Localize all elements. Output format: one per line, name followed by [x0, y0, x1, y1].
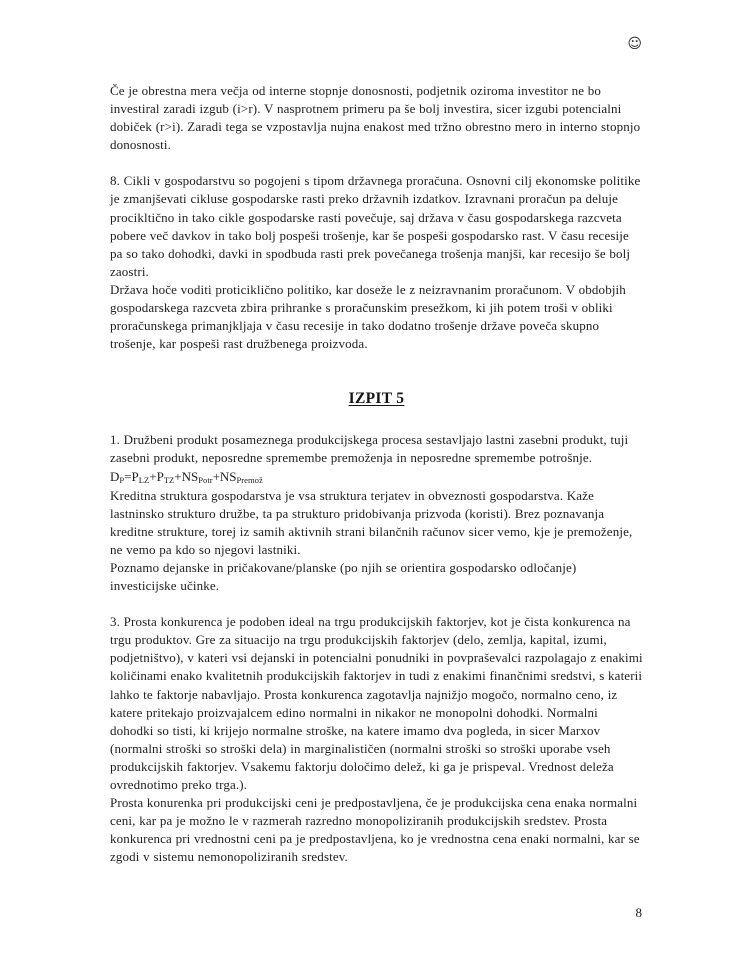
page-title: IZPIT 5	[348, 390, 405, 408]
formula-term-5: +NS	[212, 468, 237, 484]
paragraph-question-1: 1. Družbeni produkt posameznega produkcijskega procesa sestavljajo lastni zasebni produkt, tuji zasebni produkt, neposredne spremembe premoženja in neposredne spremembe potrošnje.	[110, 432, 629, 466]
paragraph-question-3: 3. Prosta konkurenca je podoben ideal na trgu produkcijskih faktorjev, kot je čista konkurenca na trgu produktov. Gre za situacijo na trgu produkcijskih faktorjev (delo, zemlja, kapital, izumi, podjetništvo), v kateri vsi dejanski in potencialni ponudniki in povpraševalci razpolagajo z enakimi količinami enako kvalitetnih produkcijskih faktorjev in tudi z enakimi finančnimi sredstvi, s katerii lahko te faktorje nabavljajo. Prosta konkurenca zagotavlja najnižjo mogočo, normalno ceno, iz katere pritekajo proizvajalcem edino normalni in nikakor ne monopolni dohodki. Normalni dohodki so tisti, ki krijejo normalne stroške, na katere imamo dva pogleda, in sicer Marxov (normalni stroški so stroški dela) in marginalističen (normalni stroški so stroški uporabe vseh produkcijskih faktorjev. Vsakemu faktorju določimo delež, ki ga je prispeval. Vrednost deleža ovrednotimo preko trga.).	[110, 614, 643, 792]
formula-social-product	[110, 468, 643, 487]
paragraph-spacer	[110, 154, 643, 172]
formula-sub-2: LZ	[138, 474, 150, 485]
document-body	[110, 82, 643, 866]
page-header	[110, 36, 642, 58]
paragraph-spacer	[110, 595, 643, 613]
section-heading-wrap	[110, 389, 643, 409]
paragraph-question-8: 8. Cikli v gospodarstvu so pogojeni s tipom državnega proračuna. Osnovni cilj ekonomske politike je zmanjševati cikluse gospodarske rasti preko državnih izdatkov. Izravnani proračun pa deluje procikltično in tako cikle gospodarske rasti povečuje, saj država v času gospodarskega razcveta pobere več davkov in tako bolj pospeši trošenje, kar še pospeši gospodarsko rast. V času recesije pa so tako dohodki, davki in spodbuda rasti prek povečanega trošenja manjši, kar recesijo še bolj zaostri.	[110, 173, 641, 279]
formula-term-1: D	[110, 468, 120, 484]
paragraph-question-8-cont: Država hoče voditi proticiklično politiko, kar doseže le z neizravnanim proračunom. V obdobjih gospodarskega razcveta zbira prihranke s proračunskim presežkom, ki jih potem troši v obliki proračunskega primanjkljaja v času recesije in tako dodatno trošenje države poveča skupno trošenje, kar pospeši rast družbenega proizvoda.	[110, 281, 626, 352]
formula-term-3: +P	[149, 468, 164, 484]
paragraph-investment-effects: Poznamo dejanske in pričakovane/planske (po njih se orientira gospodarsko odločanje) investicijske učinke.	[110, 559, 577, 594]
formula-term-2: =P	[124, 468, 139, 484]
paragraph-intro: Če je obrestna mera večja od interne stopnje donosnosti, podjetnik oziroma investitor ne bo investiral zaradi izgub (i>r). V nasprotnem primeru pa še bolj investira, sicer izgubi potencialni dobiček (r>i). Zaradi tega se vzpostavlja nujna enakost med tržno obrestno mero in interno stopnjo donosnosti.	[110, 83, 641, 153]
formula-sub-1: P	[119, 474, 125, 485]
heading-spacer	[110, 371, 643, 389]
smiley-face-icon: ☺	[627, 36, 642, 52]
paragraph-spacer	[110, 353, 643, 371]
formula-sub-3: TZ	[163, 474, 175, 485]
page-footer	[110, 905, 642, 925]
paragraph-credit-structure: Kreditna struktura gospodarstva je vsa struktura terjatev in obveznosti gospodarstva. Kaže lastninsko strukturo družbe, ta pa strukturo pridobivanja prizvoda (koristi). Brez poznavanja kreditne strukture, torej iz samih aktivnih strani bilančnih računov sicer vemo, kje je premoženje, ne vemo pa kdo so njegovi lastniki.	[110, 487, 633, 557]
formula-term-4: +NS	[174, 468, 199, 484]
formula-sub-5: Premož	[236, 474, 263, 485]
paragraph-question-3-cont: Prosta konurenka pri produkcijski ceni je predpostavljena, če je produkcijska cena enaka normalni ceni, kar pa je možno le v razmerah razredno monopoliziranih produkcijskih sredstev. Prosta konkurenca pri vrednostni ceni pa je predpostavljena, ko je vrednostna cena enaki normalni, kar se zgodi v sistemu nemonopoliziranih sredstev.	[110, 795, 640, 865]
formula-sub-4: Potr	[198, 474, 213, 485]
page-number: 8	[635, 905, 642, 920]
heading-bottom-spacer	[110, 409, 643, 427]
